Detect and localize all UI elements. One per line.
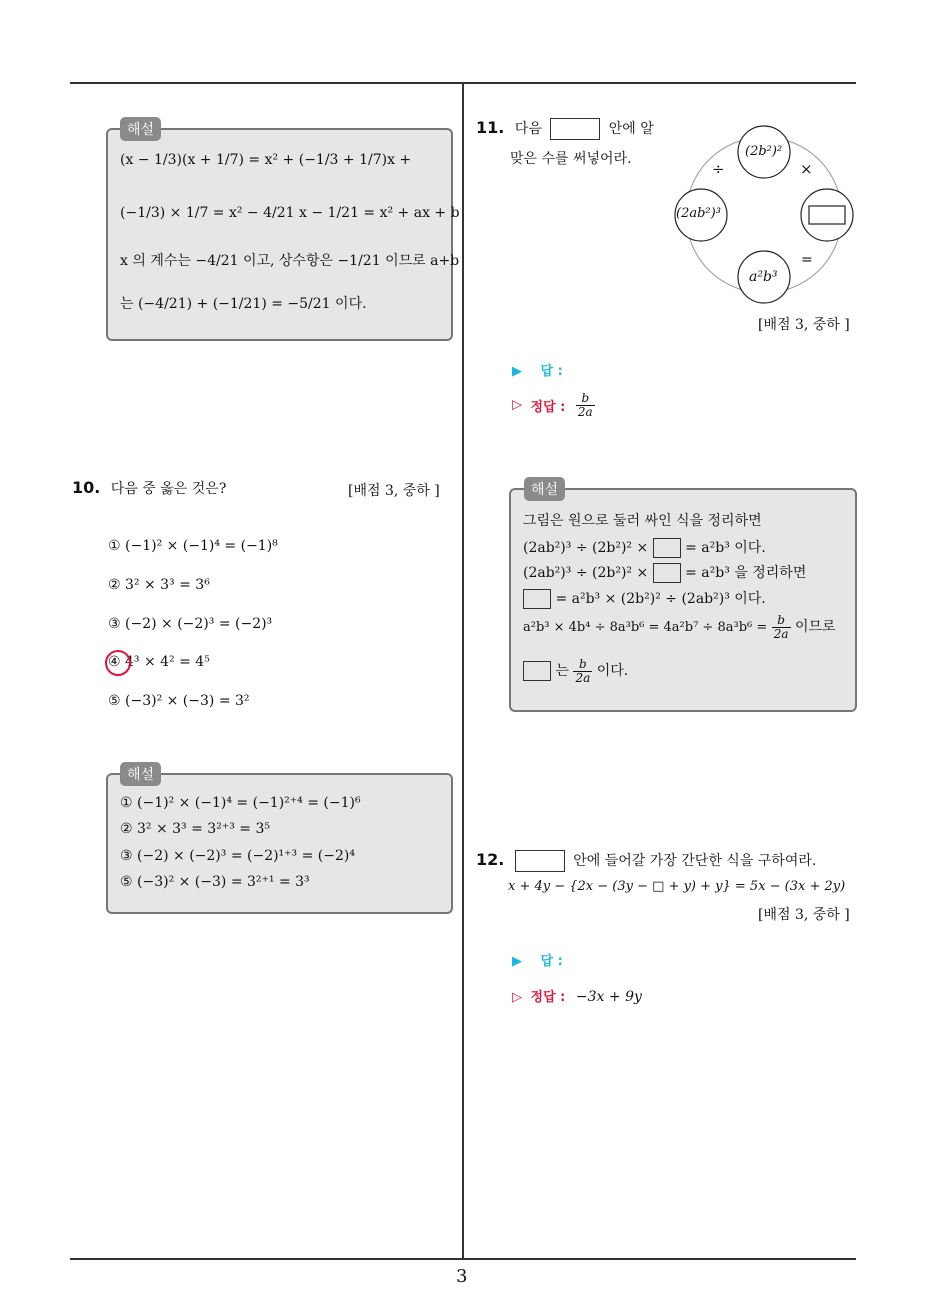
option-2[interactable]: ② 3² × 3³ = 3⁶ [108,577,210,593]
solution-line: x 의 계수는 −4/21 이고, 상수항은 −1/21 이므로 a+b [120,253,460,269]
solution-text: a²b³ × 4b⁴ ÷ 8a³b⁶ = 4a²b⁷ ÷ 8a³b⁶ = [523,620,768,636]
play-icon: ▶ [512,364,522,379]
correct-label: 정답 : [530,990,566,1005]
answer-blank [515,850,565,872]
answer-blank [653,563,681,583]
question-number: 10. [72,478,101,497]
diagram-blank [809,206,845,224]
diagram-label-bottom: a²b³ [749,269,778,285]
solution-tag: 해설 [120,117,161,141]
solution-box-q9 [106,128,460,341]
solution-text: (2ab²)³ ÷ (2b²)² × [523,540,649,556]
solution-line [523,588,766,609]
solution-tag: 해설 [524,477,565,501]
option-1[interactable]: ① (−1)² × (−1)⁴ = (−1)⁸ [108,538,278,554]
fraction-denominator: 2a [575,670,591,685]
score-label: [배점 3, 중하 ] [758,317,850,333]
solution-text: 이므로 [794,619,836,636]
solution-text: 이다. [596,663,629,680]
question-12 [476,850,816,872]
question-text: 맞은 수를 써넣어라. [510,151,632,167]
fraction-numerator: b [573,658,592,672]
answer-blank [523,661,551,681]
solution-box-q10 [106,773,453,914]
correct-value: −3x + 9y [575,989,642,1005]
play-icon: ▶ [512,954,522,969]
diagram-op-left: ÷ [712,160,725,178]
outline-play-icon: ▷ [512,990,522,1005]
question-number: 11. [476,118,505,137]
solution-fraction [573,658,592,684]
solution-text: = a²b³ 이다. [685,540,766,556]
diagram-label-top: (2b²)² [745,144,783,159]
option-5[interactable]: ⑤ (−3)² × (−3) = 3² [108,693,250,709]
option-4[interactable]: ④ 4³ × 4² = 4⁵ [108,654,210,670]
answer-blank [550,118,600,140]
solution-line: (x − 1/3)(x + 1/7) = x² + (−1/3 + 1/7)x + [120,152,412,168]
solution-fraction [772,614,791,640]
question-text: 안에 들어갈 가장 간단한 식을 구하여라. [573,853,817,869]
solution-tag: 해설 [120,762,161,786]
score-label: [배점 3, 중하 ] [758,907,850,923]
fraction-numerator: b [576,392,595,406]
solution-line: 그림은 원으로 둘러 싸인 식을 정리하면 [523,513,762,529]
solution-line: ② 3² × 3³ = 3²⁺³ = 3⁵ [120,821,270,837]
question-number: 12. [476,850,505,869]
solution-text: 는 [555,663,569,680]
diagram-op-bottom: = [801,252,813,268]
solution-line: ③ (−2) × (−2)³ = (−2)¹⁺³ = (−2)⁴ [120,848,355,864]
solution-line: 는 (−4/21) + (−1/21) = −5/21 이다. [120,296,367,312]
question-10 [72,478,226,498]
answer-row [512,950,563,969]
solution-line [523,658,628,684]
diagram-op-right: × [800,160,813,178]
answer-label: 답 : [540,364,563,379]
answer-label: 답 : [540,954,563,969]
fraction-numerator: b [772,614,791,628]
solution-line: ⑤ (−3)² × (−3) = 3²⁺¹ = 3³ [120,874,310,890]
solution-box-q11 [509,488,857,712]
bottom-rule [70,1258,856,1260]
solution-line [523,537,766,558]
question-text: 다음 [514,121,542,137]
fraction-denominator: 2a [577,404,593,419]
correct-answer-row [512,392,595,418]
solution-line: (−1/3) × 1/7 = x² − 4/21 x − 1/21 = x² + ax + b [120,205,460,221]
answer-row [512,360,563,379]
solution-text: = a²b³ × (2b²)² ÷ (2ab²)³ 이다. [555,591,766,607]
score-label: [배점 3, 중하 ] [348,483,440,499]
solution-line [523,562,806,583]
question-text: 다음 중 옳은 것은? [110,481,227,497]
column-divider [462,84,464,1260]
solution-line: ① (−1)² × (−1)⁴ = (−1)²⁺⁴ = (−1)⁶ [120,795,361,811]
outline-play-icon: ▷ [512,397,522,413]
fraction-denominator: 2a [773,626,789,641]
option-3[interactable]: ③ (−2) × (−2)³ = (−2)³ [108,616,273,632]
question-equation: x + 4y − {2x − (3y − □ + y) + y} = 5x − (3x + 2y) [508,879,846,894]
solution-text: (2ab²)³ ÷ (2b²)² × [523,565,649,581]
correct-label: 정답 : [530,399,566,415]
correct-answer-row [512,986,642,1005]
solution-text: = a²b³ 을 정리하면 [685,565,807,581]
correct-fraction [576,392,595,418]
answer-blank [653,538,681,558]
solution-line [523,614,836,640]
diagram-label-left: (2ab²)³ [676,206,721,221]
correct-answer-mark [105,650,131,676]
answer-blank [523,589,551,609]
page-number: 3 [456,1266,468,1287]
question-text: 안에 알 [608,121,654,137]
question-11 [476,118,654,140]
